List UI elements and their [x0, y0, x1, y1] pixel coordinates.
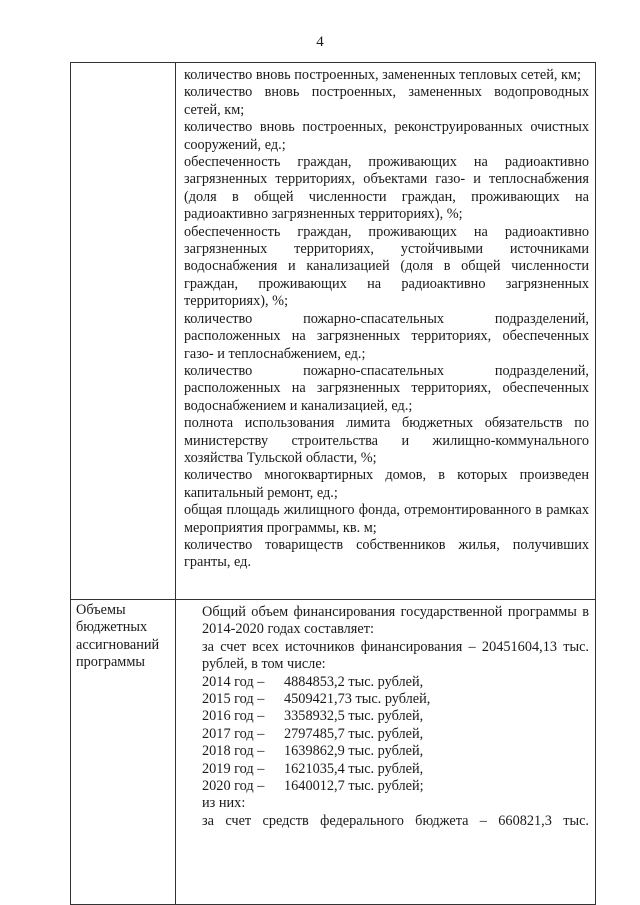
- indicator-gas-heat-supply-share: обеспеченность граждан, проживающих на радиоактивно загрязненных территориях, объектами газо- и теплоснабжения (доля в общей численности граждан, проживающих на радиоактивно загрязненных территориях), %;: [184, 154, 589, 223]
- budget-all-sources: за счет всех источников финансирования – 20451604,13 тыс. рублей, в том числе:: [202, 638, 589, 673]
- budget-amount: 1640012,7 тыс. рублей;: [284, 778, 424, 795]
- indicator-fire-units-gas: количество пожарно-спасательных подразделений, расположенных на загрязненных территориях, обеспеченных газо- и теплоснабжением, ед.;: [184, 310, 589, 362]
- budget-federal: за счет средств федерального бюджета – 660821,3 тыс.: [202, 812, 589, 829]
- budget-year: 2014 год –: [202, 673, 265, 690]
- budget-label: Объемы бюджетных ассигнований программы: [76, 602, 160, 671]
- indicator-hoa-grants: количество товариществ собственников жилья, получивших гранты, ед.: [184, 536, 589, 571]
- passport-table: [70, 62, 596, 905]
- indicator-heat-networks: количество вновь построенных, замененных тепловых сетей, км;: [184, 67, 582, 83]
- budget-year: 2018 год –: [202, 743, 265, 760]
- budget-amount: 4884853,2 тыс. рублей,: [284, 673, 424, 690]
- page-number: 4: [316, 34, 324, 50]
- indicator-treatment-facilities: количество вновь построенных, реконструированных очистных сооружений, ед.;: [184, 119, 589, 153]
- budget-year-row: [184, 743, 589, 760]
- budget-year: 2015 год –: [202, 691, 265, 708]
- budget-year: 2020 год –: [202, 778, 265, 795]
- budget-of-which: из них:: [202, 795, 246, 812]
- budget-year-row: [184, 761, 589, 778]
- budget-year: 2017 год –: [202, 725, 265, 742]
- indicator-apartment-buildings: количество многоквартирных домов, в которых произведен капитальный ремонт, ед.;: [184, 467, 589, 501]
- indicators-cell: [176, 63, 596, 600]
- budget-amount: 3358932,5 тыс. рублей,: [284, 708, 424, 725]
- budget-amount: 1639862,9 тыс. рублей,: [284, 743, 424, 760]
- budget-year-row: [184, 674, 589, 691]
- indicator-fire-units-water: количество пожарно-спасательных подразделений, расположенных на загрязненных территориях, обеспеченных водоснабжением и канализацией, ед.;: [184, 362, 589, 414]
- budget-year: 2019 год –: [202, 760, 265, 777]
- indicator-budget-limit-use: полнота использования лимита бюджетных обязательств по министерству строительства и жилищно-коммунального хозяйства Тульской области, %;: [184, 415, 589, 466]
- budget-amount: 2797485,7 тыс. рублей,: [284, 725, 424, 742]
- budget-amount: 1621035,4 тыс. рублей,: [284, 760, 424, 777]
- indicator-water-sewer-share: обеспеченность граждан, проживающих на радиоактивно загрязненных территориях, устойчивыми источниками водоснабжения и канализацией (доля в общей численности граждан, проживающих на радиоактивно загрязненных территориях), %;: [184, 223, 589, 310]
- budget-year-row: [184, 726, 589, 743]
- budget-year: 2016 год –: [202, 708, 265, 725]
- row-label-cell: [71, 600, 176, 905]
- table-row-indicators: [71, 63, 596, 600]
- budget-intro: Общий объем финансирования государственной программы в 2014-2020 годах составляет:: [202, 604, 589, 638]
- budget-amount: 4509421,73 тыс. рублей,: [284, 691, 431, 708]
- budget-year-row: [184, 708, 589, 725]
- budget-year-row: [184, 778, 589, 795]
- indicator-water-networks: количество вновь построенных, замененных водопроводных сетей, км;: [184, 84, 589, 118]
- indicator-housing-area: общая площадь жилищного фонда, отремонтированного в рамках мероприятия программы, кв. м;: [184, 502, 589, 536]
- budget-cell: [176, 600, 596, 905]
- budget-year-row: [184, 691, 589, 708]
- row-label-cell-empty: [71, 63, 176, 600]
- table-row-budget: [71, 600, 596, 905]
